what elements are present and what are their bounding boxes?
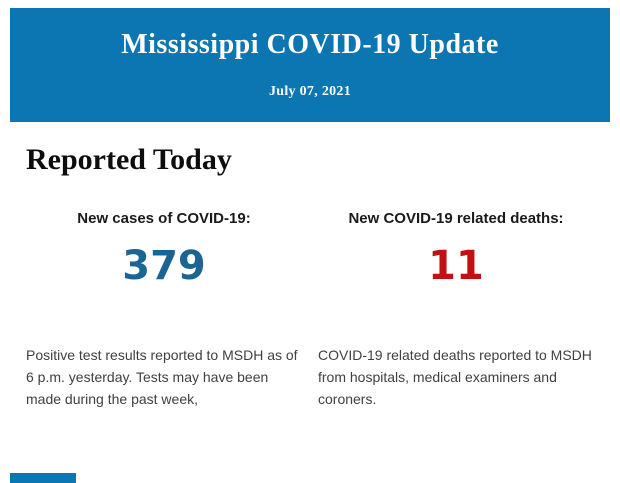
header-banner — [10, 8, 610, 122]
section-heading-reported-today: Reported Today — [26, 143, 232, 176]
new-deaths-label: New COVID-19 related deaths: — [348, 210, 564, 227]
new-cases-description: Positive test results reported to MSDH as of 6 p.m. yesterday. Tests may have been made during the past week, — [26, 347, 298, 407]
new-deaths-description: COVID-19 related deaths reported to MSDH from hospitals, medical examiners and coroners. — [318, 347, 592, 407]
new-cases-value: 379 — [122, 243, 206, 289]
stat-new-deaths — [318, 210, 594, 410]
new-deaths-value: 11 — [428, 243, 484, 289]
page-title: Mississippi COVID-19 Update — [121, 29, 499, 60]
next-section-header-partial — [10, 473, 76, 483]
stats-row — [26, 210, 594, 410]
stat-new-cases — [26, 210, 302, 410]
report-date: July 07, 2021 — [268, 84, 352, 99]
new-cases-label: New cases of COVID-19: — [77, 210, 251, 227]
